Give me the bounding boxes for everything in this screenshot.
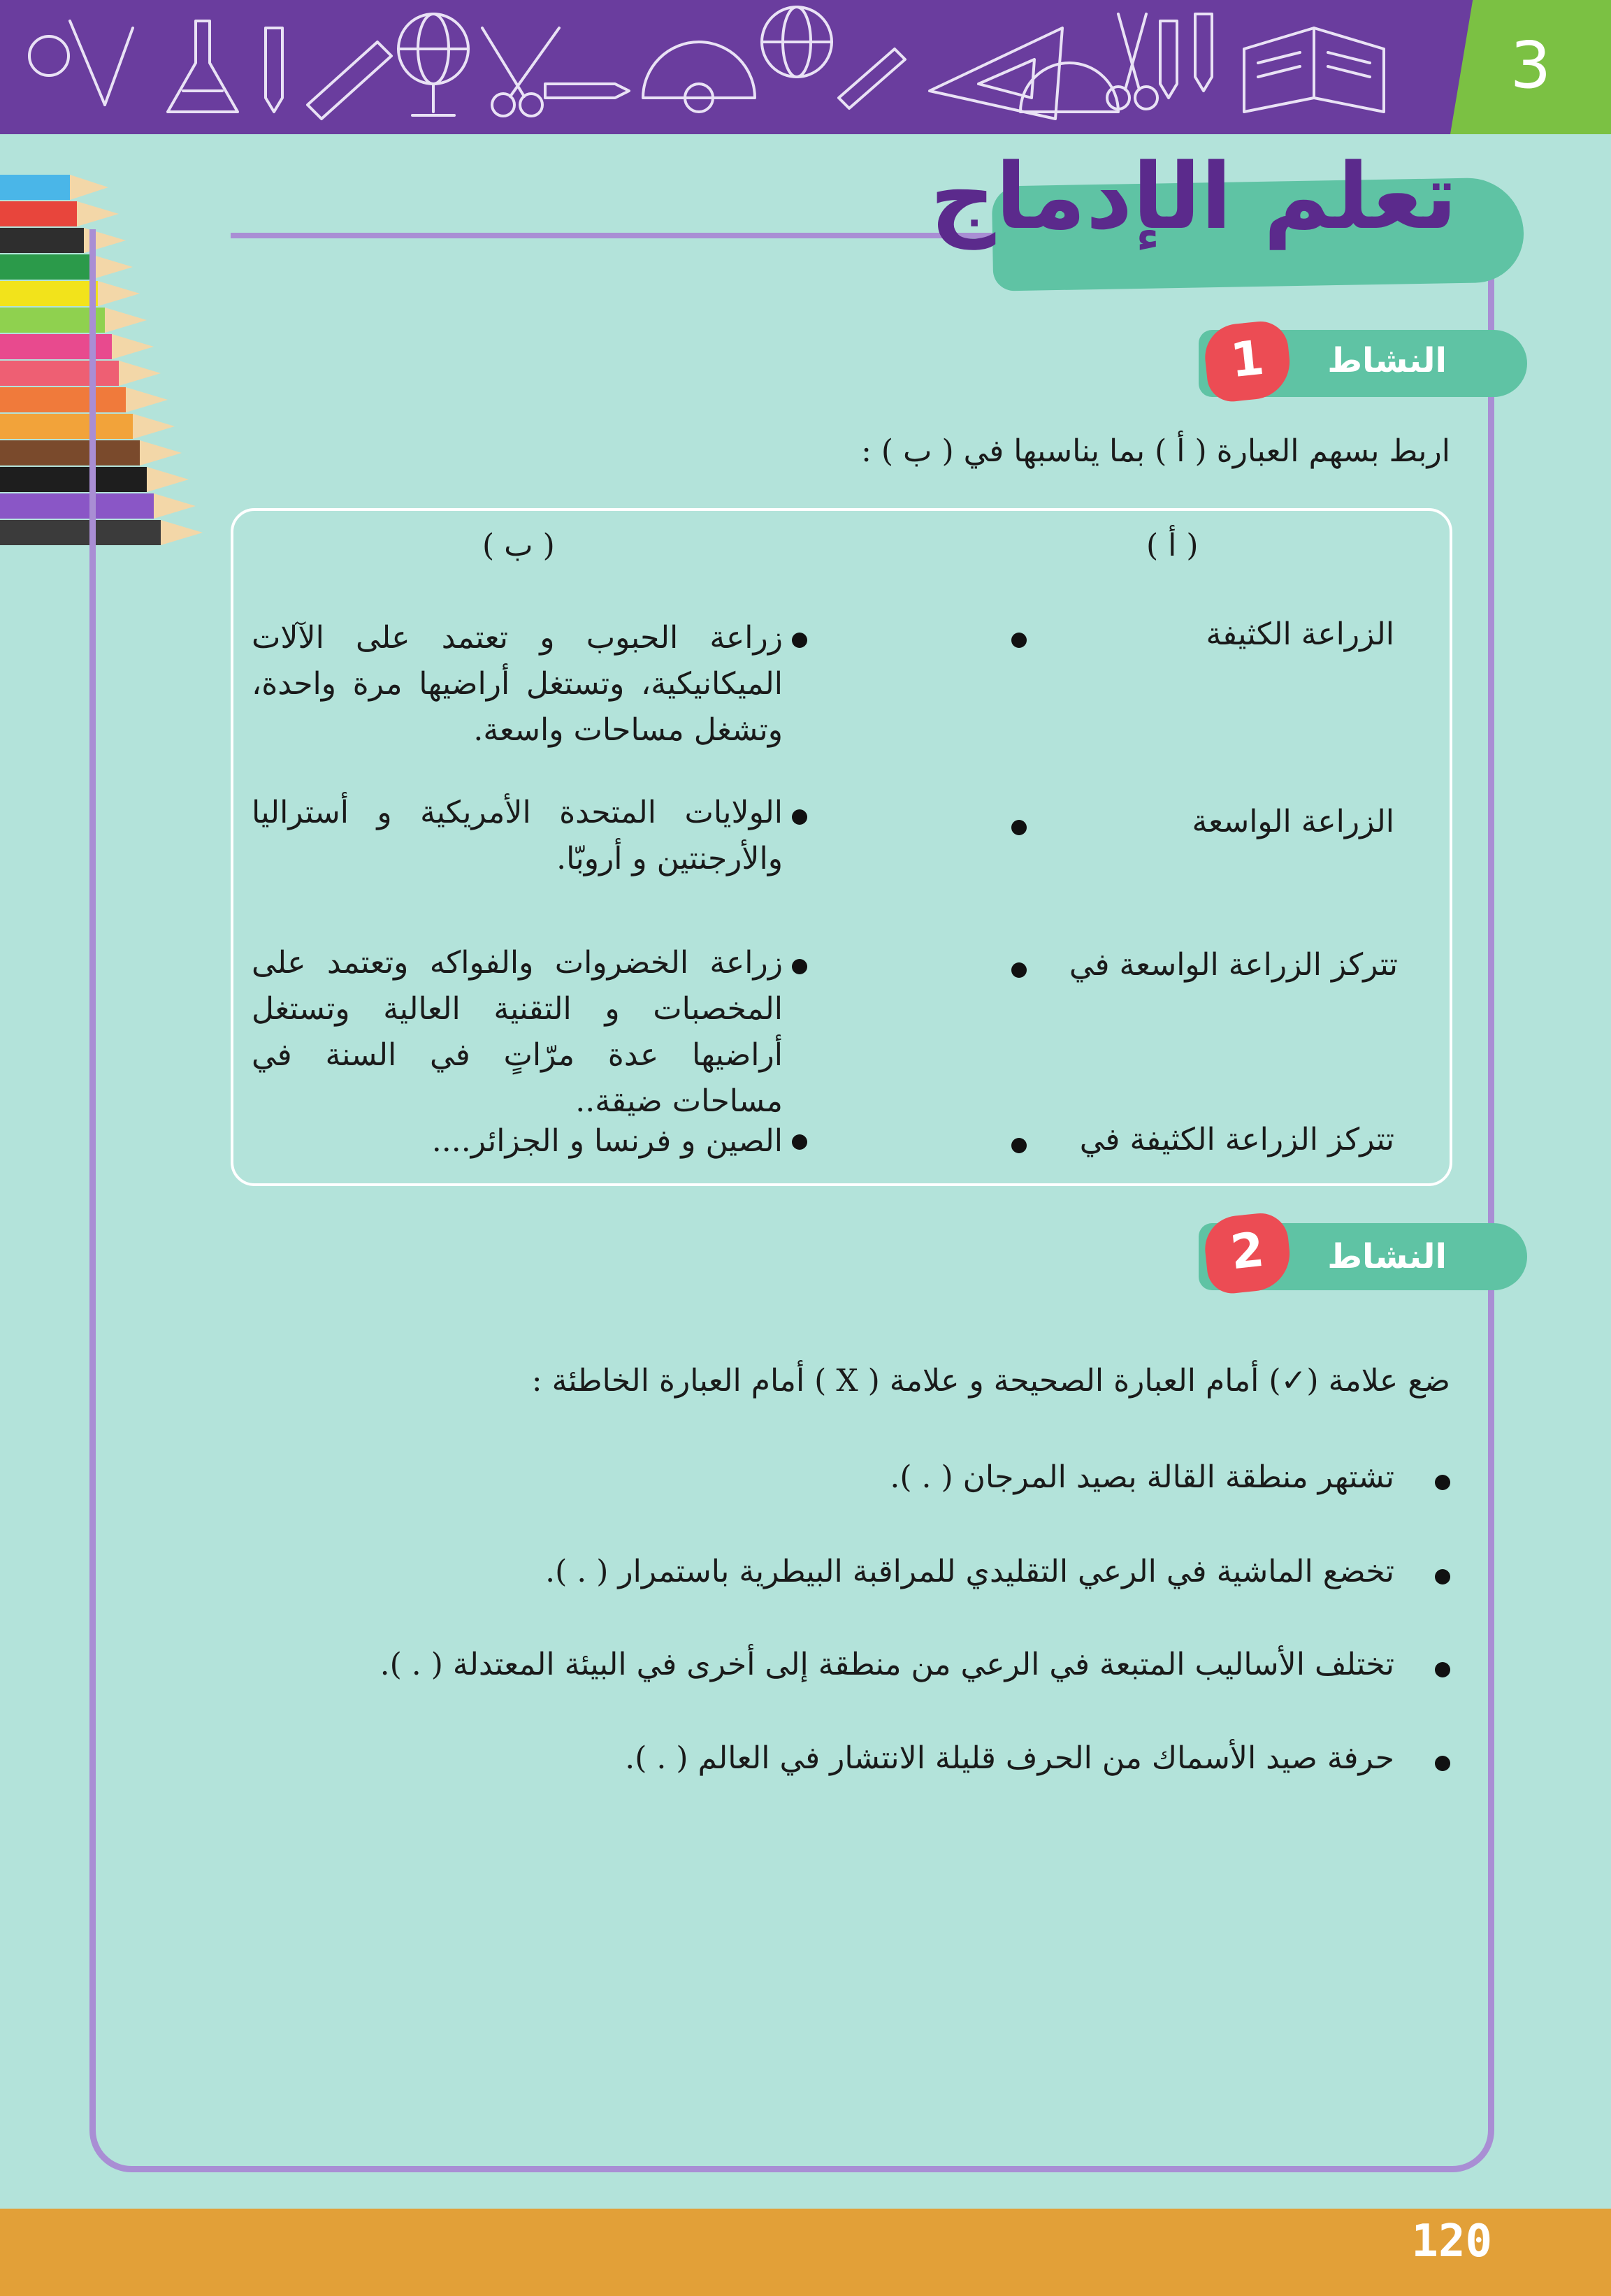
globe-icon xyxy=(762,7,832,77)
column-a-header: ( أ ) xyxy=(1146,528,1199,563)
statement-item: تشتهر منطقة القالة بصيد المرجان ( . ). xyxy=(890,1459,1394,1495)
lesson-title: تعلم الإدماج xyxy=(930,143,1457,250)
pencil-icon xyxy=(0,201,119,226)
compass-icon xyxy=(29,21,133,105)
chapter-number: 3 xyxy=(1510,28,1552,103)
column-b-item: الولايات المتحدة الأمريكية و أستراليا والأرجنتين و أروبّا. xyxy=(252,795,783,876)
activity-1-label: النشاط xyxy=(1327,341,1447,380)
statement-item: حرفة صيد الأسماك من الحرف قليلة الانتشار في العالم ( . ). xyxy=(625,1740,1394,1776)
statement-item: تخضع الماشية في الرعي التقليدي للمراقبة البيطرية باستمرار ( . ). xyxy=(545,1554,1394,1589)
column-a-bullet[interactable] xyxy=(1011,633,1027,648)
column-a-bullet[interactable] xyxy=(1011,820,1027,835)
pencil-icon xyxy=(839,49,905,108)
column-a-item: تتركز الزراعة الواسعة في xyxy=(1069,947,1398,983)
pencil-icon xyxy=(1160,14,1212,98)
column-b-bullet[interactable] xyxy=(792,809,807,825)
protractor-icon xyxy=(1020,63,1118,112)
activity-1-number: 1 xyxy=(1202,319,1294,404)
column-b-item: الصين و فرنسا و الجزائر.... xyxy=(431,1123,783,1159)
school-doodles xyxy=(0,0,1611,134)
list-bullet xyxy=(1435,1756,1450,1771)
globe-icon xyxy=(398,14,468,115)
top-banner xyxy=(0,0,1611,134)
statement-item: تختلف الأساليب المتبعة في الرعي من منطقة إلى أخرى في البيئة المعتدلة ( . ). xyxy=(380,1647,1394,1682)
column-b-item: زراعة الحبوب و تعتمد على الآلات الميكانيكية، وتستغل أراضيها مرة واحدة، وتشغل مساحات واسعة. xyxy=(252,620,783,748)
protractor-icon xyxy=(643,42,755,112)
footer-strip xyxy=(0,2209,1611,2296)
column-b-bullet[interactable] xyxy=(792,959,807,974)
activity-2-number: 2 xyxy=(1202,1211,1294,1296)
column-a-item: الزراعة الكثيفة xyxy=(1206,616,1394,652)
column-b-bullet[interactable] xyxy=(792,633,807,648)
column-a-item: الزراعة الواسعة xyxy=(1192,804,1394,839)
activity-1-instruction: اربط بسهم العبارة ( أ ) بما يناسبها في ( ب ) : xyxy=(861,433,1450,469)
triangle-ruler-icon xyxy=(930,28,1062,119)
page-number: 120 xyxy=(1411,2216,1492,2267)
column-a-bullet[interactable] xyxy=(1011,1138,1027,1153)
activity-2-label: النشاط xyxy=(1327,1237,1447,1276)
pencil-icon xyxy=(545,84,629,98)
activity-2-instruction: ضع علامة (✓) أمام العبارة الصحيحة و علامة ( X ) أمام العبارة الخاطئة : xyxy=(531,1363,1450,1399)
scissors-icon xyxy=(482,28,559,116)
column-a-bullet[interactable] xyxy=(1011,962,1027,978)
pencil-icon xyxy=(0,175,108,200)
list-bullet xyxy=(1435,1569,1450,1584)
pencil-icon xyxy=(266,28,282,112)
column-b-header: ( ب ) xyxy=(482,528,555,563)
column-b-bullet[interactable] xyxy=(792,1134,807,1150)
column-b-item: زراعة الخضروات والفواكه وتعتمد على المخصبات و التقنية العالية وتستغل أراضيها عدة مرّاتٍ في السنة في مساحات ضيقة.. xyxy=(252,945,783,1119)
book-icon xyxy=(1244,28,1384,112)
column-a-item: تتركز الزراعة الكثيفة في xyxy=(1079,1122,1394,1157)
list-bullet xyxy=(1435,1475,1450,1490)
flask-icon xyxy=(168,21,238,112)
ruler-icon xyxy=(308,42,391,119)
list-bullet xyxy=(1435,1662,1450,1677)
